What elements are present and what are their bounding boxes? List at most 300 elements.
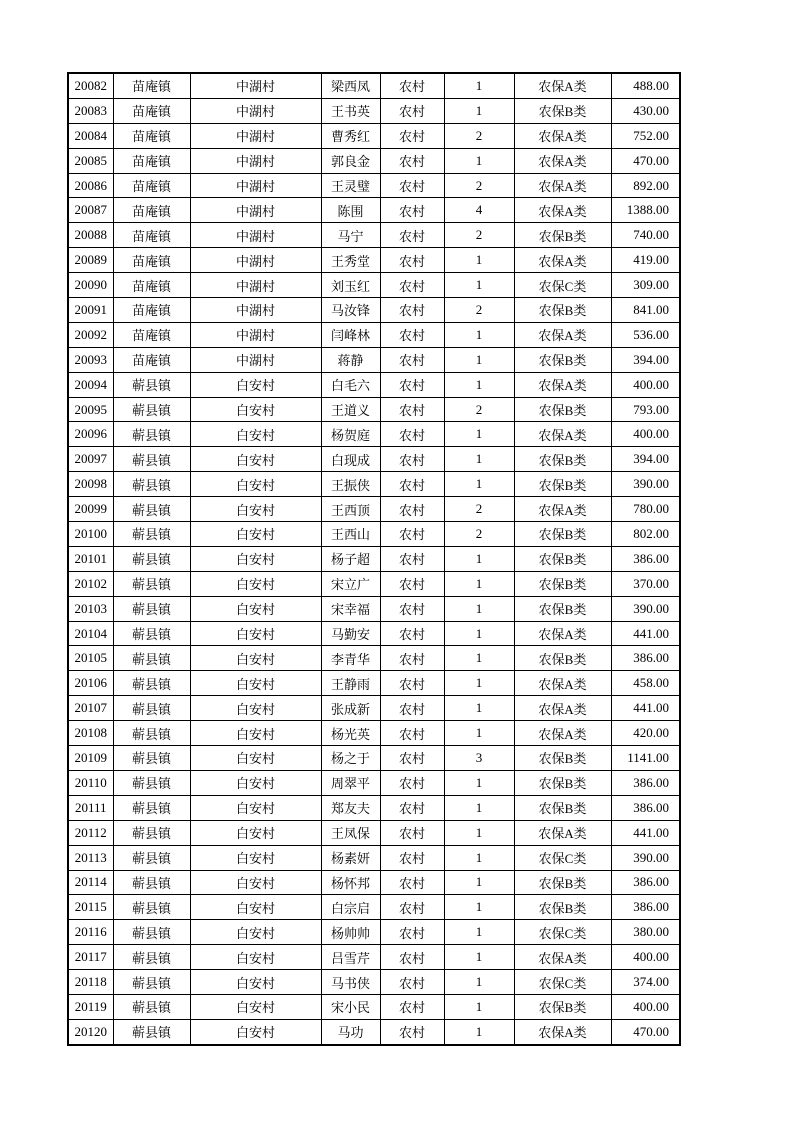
cell-amount: 394.00 bbox=[611, 447, 680, 472]
cell-person-count: 1 bbox=[444, 1019, 514, 1044]
cell-person-count: 1 bbox=[444, 870, 514, 895]
table-row bbox=[68, 746, 680, 771]
cell-insurance-category: 农保B类 bbox=[514, 795, 611, 820]
cell-village: 中湖村 bbox=[190, 298, 321, 323]
cell-serial-number: 20089 bbox=[68, 248, 113, 273]
cell-person-count: 2 bbox=[444, 497, 514, 522]
cell-person-count: 1 bbox=[444, 770, 514, 795]
cell-serial-number: 20112 bbox=[68, 820, 113, 845]
cell-village: 白安村 bbox=[190, 1019, 321, 1044]
cell-serial-number: 20097 bbox=[68, 447, 113, 472]
cell-amount: 793.00 bbox=[611, 397, 680, 422]
cell-residence-type: 农村 bbox=[380, 696, 444, 721]
cell-amount: 400.00 bbox=[611, 422, 680, 447]
cell-amount: 390.00 bbox=[611, 472, 680, 497]
cell-town: 蕲县镇 bbox=[113, 571, 190, 596]
cell-insurance-category: 农保A类 bbox=[514, 422, 611, 447]
cell-town: 苗庵镇 bbox=[113, 298, 190, 323]
cell-village: 白安村 bbox=[190, 646, 321, 671]
cell-insurance-category: 农保A类 bbox=[514, 671, 611, 696]
cell-residence-type: 农村 bbox=[380, 397, 444, 422]
cell-village: 中湖村 bbox=[190, 273, 321, 298]
cell-amount: 1388.00 bbox=[611, 198, 680, 223]
cell-village: 白安村 bbox=[190, 422, 321, 447]
cell-person-name: 马功 bbox=[321, 1019, 380, 1044]
cell-insurance-category: 农保A类 bbox=[514, 820, 611, 845]
cell-amount: 400.00 bbox=[611, 945, 680, 970]
cell-person-name: 王振侠 bbox=[321, 472, 380, 497]
cell-serial-number: 20088 bbox=[68, 223, 113, 248]
cell-serial-number: 20101 bbox=[68, 546, 113, 571]
cell-serial-number: 20119 bbox=[68, 994, 113, 1019]
table-row bbox=[68, 497, 680, 522]
cell-amount: 386.00 bbox=[611, 646, 680, 671]
cell-village: 白安村 bbox=[190, 497, 321, 522]
cell-residence-type: 农村 bbox=[380, 870, 444, 895]
cell-amount: 386.00 bbox=[611, 770, 680, 795]
cell-insurance-category: 农保B类 bbox=[514, 522, 611, 547]
cell-person-name: 杨帅帅 bbox=[321, 920, 380, 945]
cell-village: 白安村 bbox=[190, 895, 321, 920]
cell-residence-type: 农村 bbox=[380, 721, 444, 746]
cell-residence-type: 农村 bbox=[380, 845, 444, 870]
cell-residence-type: 农村 bbox=[380, 347, 444, 372]
cell-amount: 441.00 bbox=[611, 621, 680, 646]
cell-town: 蕲县镇 bbox=[113, 870, 190, 895]
cell-insurance-category: 农保A类 bbox=[514, 148, 611, 173]
cell-residence-type: 农村 bbox=[380, 970, 444, 995]
cell-person-name: 宋小民 bbox=[321, 994, 380, 1019]
cell-insurance-category: 农保B类 bbox=[514, 770, 611, 795]
cell-town: 苗庵镇 bbox=[113, 347, 190, 372]
cell-person-count: 2 bbox=[444, 173, 514, 198]
table-row bbox=[68, 248, 680, 273]
cell-residence-type: 农村 bbox=[380, 372, 444, 397]
cell-serial-number: 20108 bbox=[68, 721, 113, 746]
cell-person-count: 1 bbox=[444, 571, 514, 596]
table-row bbox=[68, 845, 680, 870]
cell-serial-number: 20090 bbox=[68, 273, 113, 298]
cell-residence-type: 农村 bbox=[380, 248, 444, 273]
cell-person-count: 1 bbox=[444, 73, 514, 98]
cell-village: 白安村 bbox=[190, 596, 321, 621]
cell-serial-number: 20106 bbox=[68, 671, 113, 696]
cell-residence-type: 农村 bbox=[380, 1019, 444, 1044]
cell-village: 中湖村 bbox=[190, 98, 321, 123]
table-row bbox=[68, 422, 680, 447]
cell-serial-number: 20103 bbox=[68, 596, 113, 621]
table-row bbox=[68, 596, 680, 621]
cell-town: 蕲县镇 bbox=[113, 522, 190, 547]
cell-village: 中湖村 bbox=[190, 123, 321, 148]
cell-village: 白安村 bbox=[190, 671, 321, 696]
table-row bbox=[68, 870, 680, 895]
cell-residence-type: 农村 bbox=[380, 123, 444, 148]
cell-town: 蕲县镇 bbox=[113, 994, 190, 1019]
table-row bbox=[68, 671, 680, 696]
cell-town: 蕲县镇 bbox=[113, 422, 190, 447]
cell-town: 苗庵镇 bbox=[113, 98, 190, 123]
cell-insurance-category: 农保A类 bbox=[514, 198, 611, 223]
table-row bbox=[68, 98, 680, 123]
cell-serial-number: 20094 bbox=[68, 372, 113, 397]
cell-serial-number: 20087 bbox=[68, 198, 113, 223]
cell-insurance-category: 农保C类 bbox=[514, 970, 611, 995]
cell-insurance-category: 农保A类 bbox=[514, 721, 611, 746]
cell-residence-type: 农村 bbox=[380, 945, 444, 970]
cell-person-name: 陈围 bbox=[321, 198, 380, 223]
cell-residence-type: 农村 bbox=[380, 621, 444, 646]
table-body bbox=[68, 73, 680, 1045]
table-row bbox=[68, 945, 680, 970]
cell-village: 白安村 bbox=[190, 770, 321, 795]
cell-residence-type: 农村 bbox=[380, 73, 444, 98]
table-row bbox=[68, 895, 680, 920]
cell-village: 白安村 bbox=[190, 696, 321, 721]
cell-person-name: 王静雨 bbox=[321, 671, 380, 696]
cell-town: 蕲县镇 bbox=[113, 845, 190, 870]
cell-town: 蕲县镇 bbox=[113, 646, 190, 671]
cell-person-count: 2 bbox=[444, 223, 514, 248]
cell-residence-type: 农村 bbox=[380, 273, 444, 298]
cell-serial-number: 20096 bbox=[68, 422, 113, 447]
cell-person-count: 1 bbox=[444, 347, 514, 372]
cell-town: 苗庵镇 bbox=[113, 248, 190, 273]
cell-person-name: 杨光英 bbox=[321, 721, 380, 746]
cell-village: 白安村 bbox=[190, 397, 321, 422]
cell-person-name: 马书侠 bbox=[321, 970, 380, 995]
cell-residence-type: 农村 bbox=[380, 298, 444, 323]
cell-residence-type: 农村 bbox=[380, 571, 444, 596]
cell-residence-type: 农村 bbox=[380, 820, 444, 845]
cell-person-count: 1 bbox=[444, 98, 514, 123]
cell-insurance-category: 农保C类 bbox=[514, 273, 611, 298]
cell-residence-type: 农村 bbox=[380, 770, 444, 795]
cell-insurance-category: 农保A类 bbox=[514, 123, 611, 148]
cell-town: 蕲县镇 bbox=[113, 970, 190, 995]
cell-serial-number: 20100 bbox=[68, 522, 113, 547]
cell-amount: 752.00 bbox=[611, 123, 680, 148]
cell-serial-number: 20113 bbox=[68, 845, 113, 870]
cell-town: 苗庵镇 bbox=[113, 273, 190, 298]
cell-residence-type: 农村 bbox=[380, 422, 444, 447]
cell-amount: 841.00 bbox=[611, 298, 680, 323]
cell-person-name: 刘玉红 bbox=[321, 273, 380, 298]
cell-village: 白安村 bbox=[190, 920, 321, 945]
cell-amount: 488.00 bbox=[611, 73, 680, 98]
cell-person-name: 马宁 bbox=[321, 223, 380, 248]
cell-village: 白安村 bbox=[190, 945, 321, 970]
cell-town: 蕲县镇 bbox=[113, 472, 190, 497]
cell-amount: 380.00 bbox=[611, 920, 680, 945]
cell-residence-type: 农村 bbox=[380, 746, 444, 771]
cell-village: 中湖村 bbox=[190, 148, 321, 173]
cell-amount: 441.00 bbox=[611, 820, 680, 845]
cell-person-name: 郑友夫 bbox=[321, 795, 380, 820]
cell-insurance-category: 农保A类 bbox=[514, 73, 611, 98]
cell-person-count: 1 bbox=[444, 248, 514, 273]
cell-insurance-category: 农保B类 bbox=[514, 347, 611, 372]
cell-village: 白安村 bbox=[190, 621, 321, 646]
table-row bbox=[68, 920, 680, 945]
cell-serial-number: 20083 bbox=[68, 98, 113, 123]
cell-insurance-category: 农保A类 bbox=[514, 1019, 611, 1044]
cell-residence-type: 农村 bbox=[380, 795, 444, 820]
cell-insurance-category: 农保B类 bbox=[514, 870, 611, 895]
cell-residence-type: 农村 bbox=[380, 198, 444, 223]
cell-town: 苗庵镇 bbox=[113, 223, 190, 248]
table-row bbox=[68, 173, 680, 198]
cell-insurance-category: 农保B类 bbox=[514, 646, 611, 671]
table-row bbox=[68, 696, 680, 721]
cell-person-count: 4 bbox=[444, 198, 514, 223]
cell-person-count: 1 bbox=[444, 372, 514, 397]
table-row bbox=[68, 273, 680, 298]
cell-town: 苗庵镇 bbox=[113, 123, 190, 148]
cell-person-count: 1 bbox=[444, 322, 514, 347]
cell-amount: 740.00 bbox=[611, 223, 680, 248]
cell-residence-type: 农村 bbox=[380, 148, 444, 173]
cell-serial-number: 20115 bbox=[68, 895, 113, 920]
table-row bbox=[68, 372, 680, 397]
cell-person-count: 2 bbox=[444, 123, 514, 148]
cell-village: 白安村 bbox=[190, 571, 321, 596]
cell-person-count: 1 bbox=[444, 148, 514, 173]
cell-amount: 1141.00 bbox=[611, 746, 680, 771]
cell-residence-type: 农村 bbox=[380, 447, 444, 472]
cell-village: 白安村 bbox=[190, 994, 321, 1019]
cell-serial-number: 20091 bbox=[68, 298, 113, 323]
cell-insurance-category: 农保B类 bbox=[514, 596, 611, 621]
cell-amount: 390.00 bbox=[611, 596, 680, 621]
table-row bbox=[68, 148, 680, 173]
table-row bbox=[68, 795, 680, 820]
cell-town: 蕲县镇 bbox=[113, 746, 190, 771]
cell-town: 苗庵镇 bbox=[113, 173, 190, 198]
cell-insurance-category: 农保B类 bbox=[514, 472, 611, 497]
cell-insurance-category: 农保B类 bbox=[514, 397, 611, 422]
cell-insurance-category: 农保A类 bbox=[514, 945, 611, 970]
table-row bbox=[68, 198, 680, 223]
cell-village: 白安村 bbox=[190, 721, 321, 746]
cell-person-count: 1 bbox=[444, 696, 514, 721]
cell-insurance-category: 农保C类 bbox=[514, 920, 611, 945]
cell-person-name: 杨贺庭 bbox=[321, 422, 380, 447]
cell-person-count: 1 bbox=[444, 422, 514, 447]
cell-village: 白安村 bbox=[190, 372, 321, 397]
cell-town: 蕲县镇 bbox=[113, 920, 190, 945]
cell-amount: 400.00 bbox=[611, 372, 680, 397]
cell-town: 蕲县镇 bbox=[113, 696, 190, 721]
cell-residence-type: 农村 bbox=[380, 671, 444, 696]
cell-residence-type: 农村 bbox=[380, 920, 444, 945]
cell-insurance-category: 农保A类 bbox=[514, 173, 611, 198]
cell-person-name: 王西山 bbox=[321, 522, 380, 547]
cell-person-count: 1 bbox=[444, 970, 514, 995]
table-row bbox=[68, 223, 680, 248]
cell-person-count: 3 bbox=[444, 746, 514, 771]
cell-village: 中湖村 bbox=[190, 248, 321, 273]
cell-insurance-category: 农保A类 bbox=[514, 322, 611, 347]
cell-serial-number: 20085 bbox=[68, 148, 113, 173]
cell-town: 蕲县镇 bbox=[113, 945, 190, 970]
table-row bbox=[68, 522, 680, 547]
cell-person-count: 1 bbox=[444, 671, 514, 696]
table-row bbox=[68, 472, 680, 497]
cell-amount: 420.00 bbox=[611, 721, 680, 746]
cell-person-count: 1 bbox=[444, 721, 514, 746]
cell-town: 苗庵镇 bbox=[113, 198, 190, 223]
cell-village: 白安村 bbox=[190, 795, 321, 820]
table-row bbox=[68, 1019, 680, 1044]
cell-serial-number: 20118 bbox=[68, 970, 113, 995]
cell-serial-number: 20086 bbox=[68, 173, 113, 198]
cell-residence-type: 农村 bbox=[380, 322, 444, 347]
cell-person-count: 2 bbox=[444, 522, 514, 547]
cell-insurance-category: 农保B类 bbox=[514, 223, 611, 248]
cell-serial-number: 20110 bbox=[68, 770, 113, 795]
cell-person-name: 王书英 bbox=[321, 98, 380, 123]
cell-person-name: 王凤保 bbox=[321, 820, 380, 845]
table-row bbox=[68, 347, 680, 372]
cell-person-name: 周翠平 bbox=[321, 770, 380, 795]
cell-serial-number: 20092 bbox=[68, 322, 113, 347]
cell-village: 白安村 bbox=[190, 546, 321, 571]
cell-town: 蕲县镇 bbox=[113, 671, 190, 696]
cell-serial-number: 20109 bbox=[68, 746, 113, 771]
cell-person-count: 1 bbox=[444, 920, 514, 945]
cell-amount: 400.00 bbox=[611, 994, 680, 1019]
table-row bbox=[68, 447, 680, 472]
table-row bbox=[68, 546, 680, 571]
cell-insurance-category: 农保A类 bbox=[514, 696, 611, 721]
cell-person-name: 宋幸福 bbox=[321, 596, 380, 621]
cell-village: 白安村 bbox=[190, 970, 321, 995]
cell-town: 蕲县镇 bbox=[113, 721, 190, 746]
cell-village: 白安村 bbox=[190, 820, 321, 845]
cell-residence-type: 农村 bbox=[380, 472, 444, 497]
cell-town: 蕲县镇 bbox=[113, 820, 190, 845]
cell-insurance-category: 农保B类 bbox=[514, 994, 611, 1019]
cell-person-name: 杨之于 bbox=[321, 746, 380, 771]
cell-person-name: 杨子超 bbox=[321, 546, 380, 571]
cell-village: 中湖村 bbox=[190, 347, 321, 372]
cell-amount: 892.00 bbox=[611, 173, 680, 198]
cell-person-name: 王西顶 bbox=[321, 497, 380, 522]
cell-amount: 390.00 bbox=[611, 845, 680, 870]
table-row bbox=[68, 994, 680, 1019]
cell-residence-type: 农村 bbox=[380, 98, 444, 123]
cell-amount: 441.00 bbox=[611, 696, 680, 721]
cell-serial-number: 20120 bbox=[68, 1019, 113, 1044]
cell-village: 中湖村 bbox=[190, 322, 321, 347]
cell-person-name: 吕雪芹 bbox=[321, 945, 380, 970]
table-row bbox=[68, 298, 680, 323]
cell-amount: 802.00 bbox=[611, 522, 680, 547]
cell-village: 中湖村 bbox=[190, 73, 321, 98]
cell-residence-type: 农村 bbox=[380, 646, 444, 671]
cell-serial-number: 20102 bbox=[68, 571, 113, 596]
table-row bbox=[68, 970, 680, 995]
records-table bbox=[67, 72, 681, 1046]
cell-insurance-category: 农保A类 bbox=[514, 497, 611, 522]
cell-person-name: 蒋静 bbox=[321, 347, 380, 372]
cell-person-name: 王道义 bbox=[321, 397, 380, 422]
cell-village: 中湖村 bbox=[190, 198, 321, 223]
table-row bbox=[68, 820, 680, 845]
cell-village: 白安村 bbox=[190, 746, 321, 771]
cell-amount: 419.00 bbox=[611, 248, 680, 273]
cell-town: 蕲县镇 bbox=[113, 795, 190, 820]
cell-town: 蕲县镇 bbox=[113, 621, 190, 646]
table-row bbox=[68, 621, 680, 646]
cell-amount: 470.00 bbox=[611, 148, 680, 173]
cell-insurance-category: 农保B类 bbox=[514, 571, 611, 596]
cell-serial-number: 20082 bbox=[68, 73, 113, 98]
cell-serial-number: 20111 bbox=[68, 795, 113, 820]
cell-residence-type: 农村 bbox=[380, 596, 444, 621]
cell-village: 白安村 bbox=[190, 870, 321, 895]
cell-person-count: 2 bbox=[444, 397, 514, 422]
cell-person-name: 杨怀邦 bbox=[321, 870, 380, 895]
cell-residence-type: 农村 bbox=[380, 497, 444, 522]
cell-person-name: 闫峰林 bbox=[321, 322, 380, 347]
cell-residence-type: 农村 bbox=[380, 173, 444, 198]
cell-residence-type: 农村 bbox=[380, 223, 444, 248]
cell-insurance-category: 农保B类 bbox=[514, 98, 611, 123]
cell-person-name: 白现成 bbox=[321, 447, 380, 472]
cell-serial-number: 20114 bbox=[68, 870, 113, 895]
cell-insurance-category: 农保C类 bbox=[514, 845, 611, 870]
table-row bbox=[68, 73, 680, 98]
cell-town: 蕲县镇 bbox=[113, 372, 190, 397]
cell-village: 中湖村 bbox=[190, 173, 321, 198]
cell-serial-number: 20116 bbox=[68, 920, 113, 945]
cell-amount: 394.00 bbox=[611, 347, 680, 372]
cell-village: 白安村 bbox=[190, 472, 321, 497]
cell-amount: 309.00 bbox=[611, 273, 680, 298]
cell-amount: 536.00 bbox=[611, 322, 680, 347]
cell-person-name: 郭良金 bbox=[321, 148, 380, 173]
cell-village: 中湖村 bbox=[190, 223, 321, 248]
cell-person-name: 杨素妍 bbox=[321, 845, 380, 870]
table-row bbox=[68, 770, 680, 795]
cell-town: 蕲县镇 bbox=[113, 895, 190, 920]
cell-serial-number: 20117 bbox=[68, 945, 113, 970]
cell-amount: 458.00 bbox=[611, 671, 680, 696]
cell-amount: 780.00 bbox=[611, 497, 680, 522]
cell-village: 白安村 bbox=[190, 522, 321, 547]
cell-person-name: 王灵璧 bbox=[321, 173, 380, 198]
cell-town: 蕲县镇 bbox=[113, 770, 190, 795]
table-row bbox=[68, 646, 680, 671]
cell-town: 蕲县镇 bbox=[113, 1019, 190, 1044]
cell-insurance-category: 农保B类 bbox=[514, 746, 611, 771]
cell-residence-type: 农村 bbox=[380, 522, 444, 547]
cell-person-name: 李青华 bbox=[321, 646, 380, 671]
cell-person-count: 1 bbox=[444, 945, 514, 970]
cell-person-count: 1 bbox=[444, 820, 514, 845]
cell-amount: 430.00 bbox=[611, 98, 680, 123]
table-row bbox=[68, 721, 680, 746]
cell-person-name: 王秀堂 bbox=[321, 248, 380, 273]
cell-town: 蕲县镇 bbox=[113, 497, 190, 522]
cell-village: 白安村 bbox=[190, 845, 321, 870]
cell-person-count: 1 bbox=[444, 895, 514, 920]
cell-residence-type: 农村 bbox=[380, 994, 444, 1019]
cell-amount: 386.00 bbox=[611, 895, 680, 920]
cell-serial-number: 20099 bbox=[68, 497, 113, 522]
